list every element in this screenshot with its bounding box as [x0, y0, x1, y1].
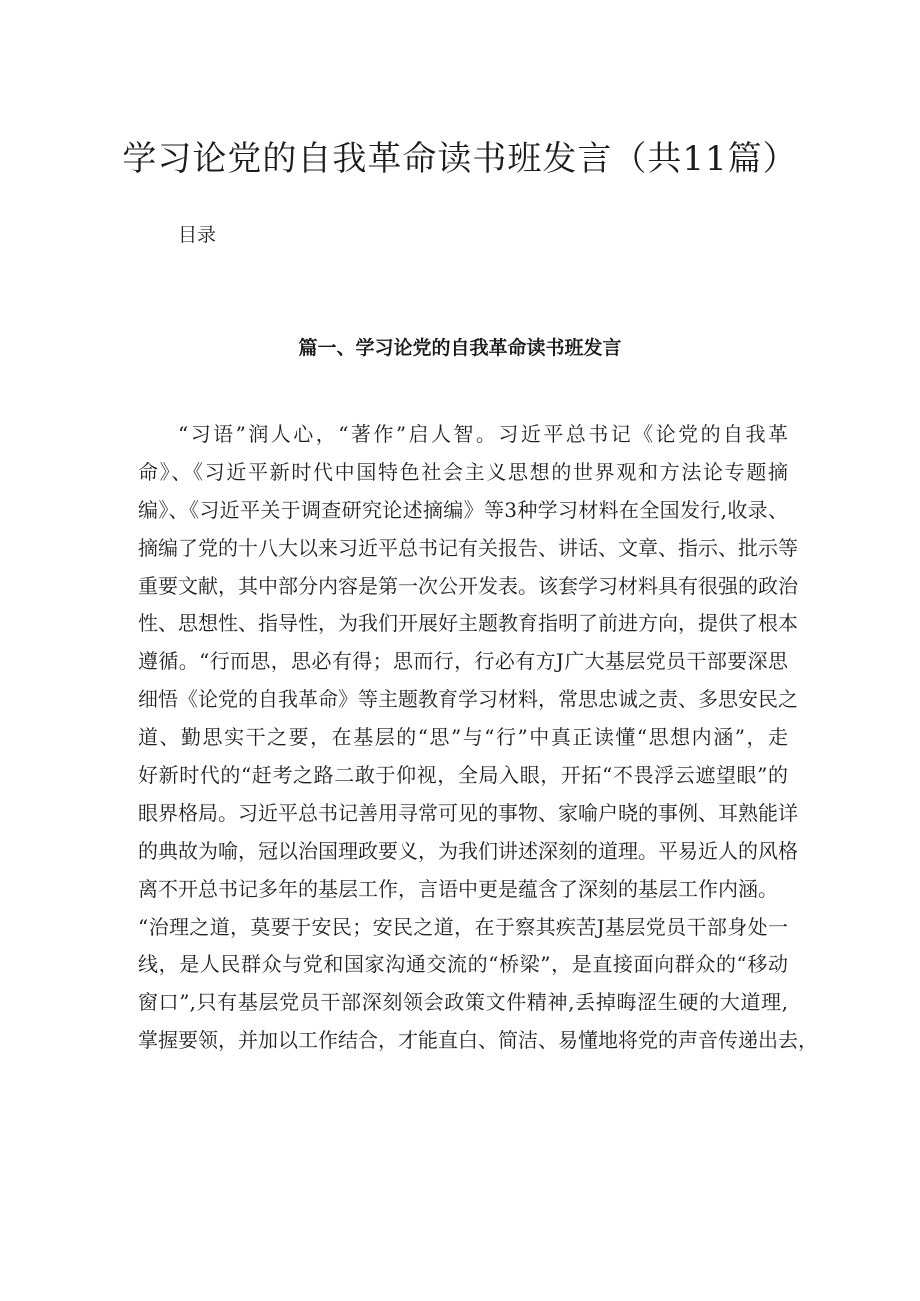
body-line: 细悟《论党的自我革命》等主题教育学习材料，常思忠诚之责、多思安民之: [138, 687, 798, 712]
body-line: 掌握要领，并加以工作结合，才能直白、简洁、易懂地将党的声音传递出去，: [138, 1028, 818, 1053]
document-title: 学习论党的自我革命读书班发言（共11篇）: [122, 139, 798, 179]
body-line: 窗口”,只有基层党员干部深刻领会政策文件精神,丢掉晦涩生硬的大道理,: [138, 990, 788, 1015]
body-line: “治理之道，莫要于安民；安民之道，在于察其疾苦J基层党员干部身处一: [138, 914, 788, 939]
body-line: 好新时代的“赶考之路二敢于仰视，全局入眼，开拓“不畏浮云遮望眼”的: [138, 763, 788, 788]
body-line: 眼界格局。习近平总书记善用寻常可见的事物、家喻户晓的事例、耳熟能详: [138, 800, 798, 825]
body-line: 道、勤思实干之要，在基层的“思”与“行”中真正读懂“思想内涵”，走: [138, 725, 788, 750]
body-paragraph: [138, 416, 818, 1060]
body-line: 性、思想性、指导性，为我们开展好主题教育指明了前进方向，提供了根本: [138, 611, 798, 636]
body-line: 离不开总书记多年的基层工作，言语中更是蕴含了深刻的基层工作内涵。: [138, 876, 778, 901]
body-line: 重要文献，其中部分内容是第一次公开发表。该套学习材料具有很强的政治: [138, 573, 798, 598]
body-line: 编》、《习近平关于调查研究论述摘编》等3种学习材料在全国发行,收录、: [138, 497, 788, 522]
table-of-contents-label: 目录: [178, 224, 217, 246]
body-line: 遵循。“行而思，思必有得；思而行，行必有方J广大基层党员干部要深思: [138, 649, 788, 674]
body-line: 线，是人民群众与党和国家沟通交流的“桥梁”，是直接面向群众的“移动: [138, 952, 788, 977]
section-heading: 篇一、学习论党的自我革命读书班发言: [298, 337, 622, 359]
body-line: “习语”润人心，“著作”启人智。习近平总书记《论党的自我革: [178, 422, 788, 446]
body-line: 的典故为喻，冠以治国理政要义，为我们讲述深刻的道理。平易近人的风格: [138, 838, 798, 863]
body-line: 摘编了党的十八大以来习近平总书记有关报告、讲话、文章、指示、批示等: [138, 535, 798, 560]
body-line: 命》、《习近平新时代中国特色社会主义思想的世界观和方法论专题摘: [138, 459, 788, 484]
